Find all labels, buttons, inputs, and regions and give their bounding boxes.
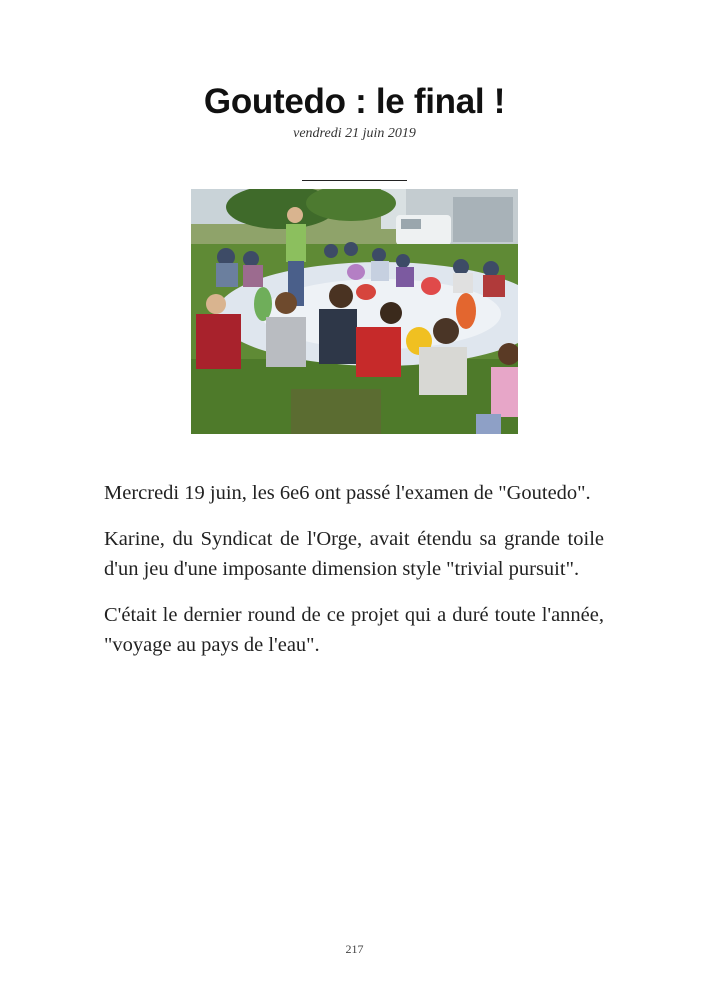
- paragraph: Mercredi 19 juin, les 6e6 ont passé l'examen de "Goutedo".: [104, 482, 591, 504]
- paragraph: C'était le dernier round de ce projet qui a duré toute l'année, "voyage au pays de l'eau".: [104, 604, 604, 656]
- page-number: 217: [345, 942, 364, 956]
- article-body: [104, 478, 604, 676]
- article-title: Goutedo : le final !: [203, 82, 506, 121]
- article-photo: [191, 189, 518, 434]
- title-divider: [302, 180, 407, 181]
- article-date: vendredi 21 juin 2019: [293, 126, 416, 141]
- paragraph: Karine, du Syndicat de l'Orge, avait étendu sa grande toile d'un jeu d'une imposante dimension style "trivial pursuit".: [104, 528, 604, 580]
